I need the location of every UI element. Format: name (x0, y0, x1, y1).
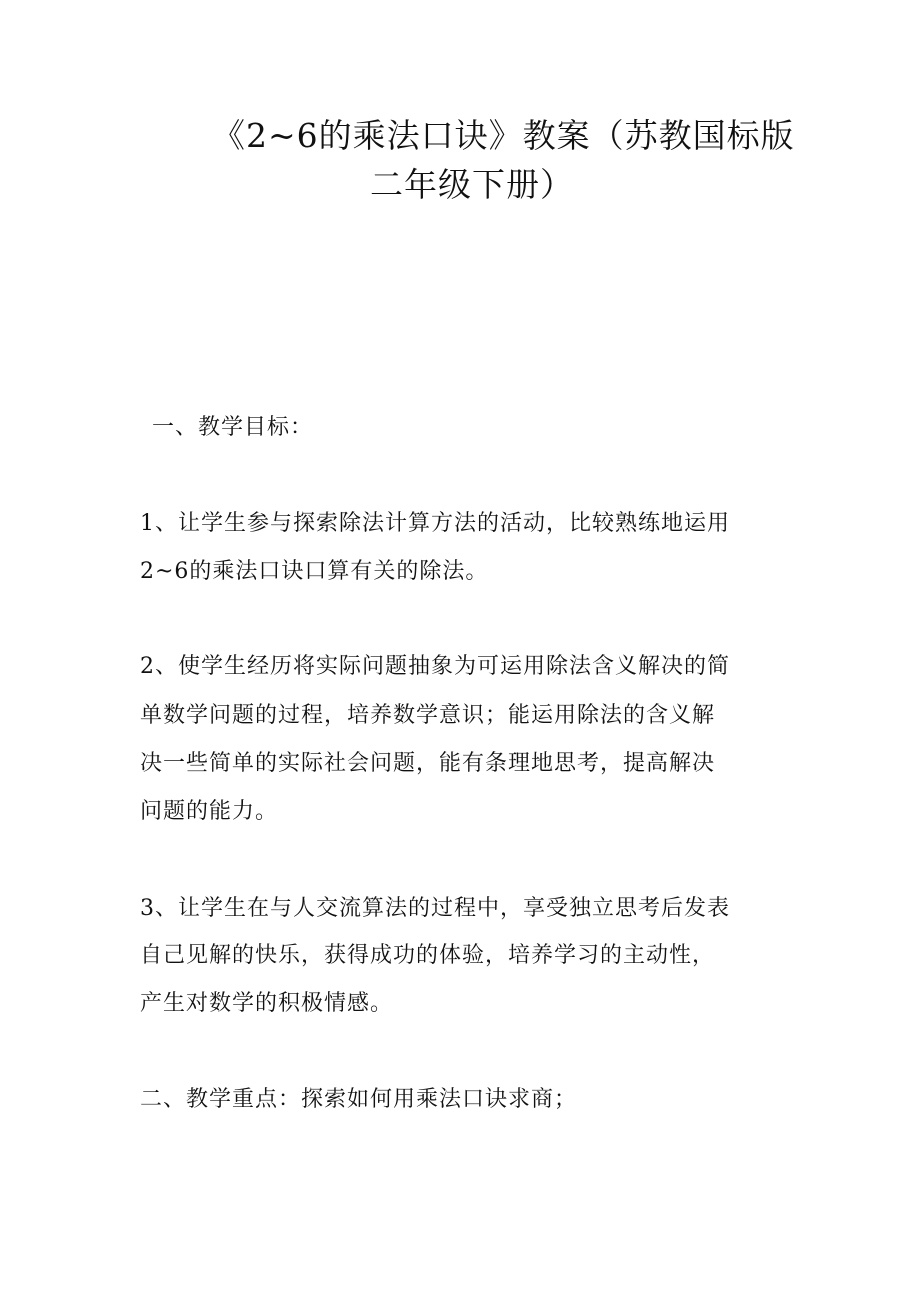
goal-1-line-2: 2~6的乘法口诀口算有关的除法。 (140, 559, 489, 584)
goal-2-line-4: 问题的能力。 (140, 799, 279, 824)
goal-2-line-2: 单数学问题的过程，培养数学意识；能运用除法的含义解 (140, 703, 716, 728)
goal-2-line-3: 决一些简单的实际社会问题，能有条理地思考，提高解决 (140, 751, 716, 776)
goal-2-line-1: 2、使学生经历将实际问题抽象为可运用除法含义解决的简 (140, 654, 730, 679)
section-heading-teaching-goals: 一、教学目标： (152, 415, 314, 440)
document-title-line-1: 《2~6的乘法口诀》教案（苏教国标版 (212, 116, 795, 155)
goal-3-line-3: 产生对数学的积极情感。 (140, 991, 394, 1016)
goal-3-line-1: 3、让学生在与人交流算法的过程中，享受独立思考后发表 (140, 896, 730, 921)
goal-3-line-2: 自己见解的快乐，获得成功的体验，培养学习的主动性， (140, 943, 716, 968)
goal-1-line-1: 1、让学生参与探索除法计算方法的活动，比较熟练地运用 (140, 511, 730, 536)
section-heading-teaching-focus: 二、教学重点：探索如何用乘法口诀求商； (140, 1087, 578, 1112)
document-title-line-2: 二年级下册） (370, 165, 574, 204)
